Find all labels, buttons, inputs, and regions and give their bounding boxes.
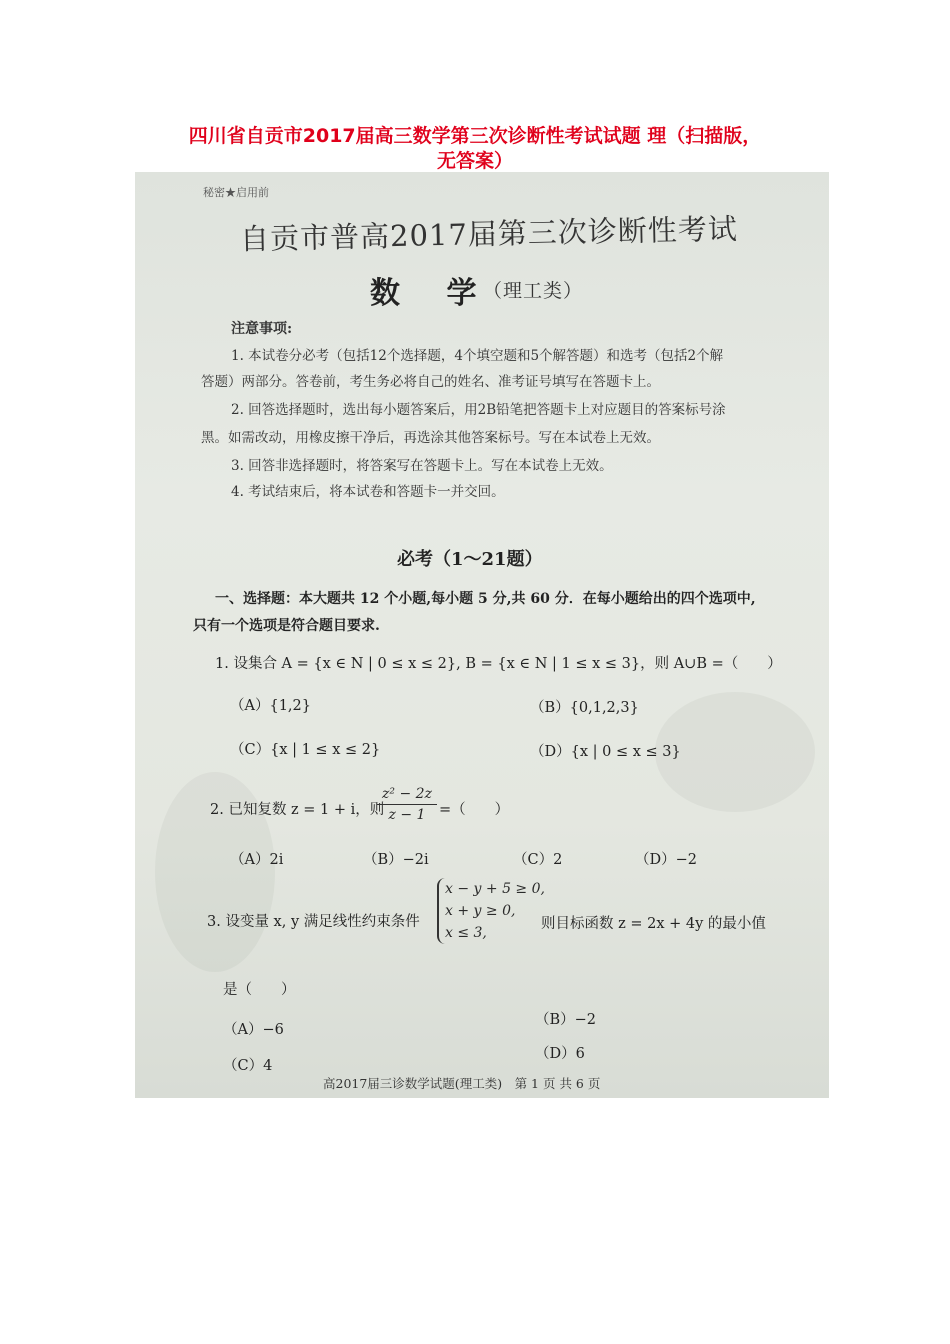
notice-line: 4. 考试结束后，将本试卷和答题卡一并交回。 (231, 484, 505, 500)
question-3-stem-continued: 是（ ） (223, 982, 296, 998)
question-3-option-c: （C）4 (223, 1058, 273, 1074)
fraction-numerator: z² − 2z (382, 786, 432, 802)
question-2-option-a: （A）2i (230, 852, 284, 868)
notice-line: 黑。如需改动，用橡皮擦干净后，再选涂其他答案标号。写在本试卷上无效。 (201, 430, 660, 446)
question-2-fraction (377, 786, 437, 823)
exam-title: 自贡市普高2017届第三次诊断性考试 (239, 211, 739, 257)
question-3-stem: 3. 设变量 x, y 满足线性约束条件 (207, 914, 420, 930)
section-heading: 必考（1～21题） (397, 549, 543, 570)
question-2-option-d: （D）−2 (635, 852, 698, 868)
question-2-option-c: （C）2 (513, 852, 563, 868)
question-1-option-d: （D）{x | 0 ≤ x ≤ 3} (530, 744, 681, 760)
question-1-option-b: （B）{0,1,2,3} (530, 700, 639, 716)
subject-category: （理工类） (483, 280, 584, 302)
question-1-option-c: （C）{x | 1 ≤ x ≤ 2} (230, 742, 381, 758)
constraint-1: x − y + 5 ≥ 0, (445, 881, 545, 897)
subject-title: 数 学 (370, 276, 495, 311)
notice-line: 2. 回答选择题时，选出每小题答案后，用2B铅笔把答题卡上对应题目的答案标号涂 (231, 402, 726, 418)
scanned-exam-page (135, 172, 829, 1098)
part-instructions: 一、选择题：本大题共 12 个小题,每小题 5 分,共 60 分．在每小题给出的四个选项中, (215, 591, 756, 607)
notice-line: 3. 回答非选择题时，将答案写在答题卡上。写在本试卷上无效。 (231, 458, 613, 474)
part-instructions: 只有一个选项是符合题目要求. (193, 618, 380, 634)
constraint-system (437, 878, 545, 944)
confidential-label: 秘密★启用前 (203, 186, 269, 199)
question-2-option-b: （B）−2i (363, 852, 429, 868)
question-3-option-b: （B）−2 (535, 1012, 597, 1028)
constraint-2: x + y ≥ 0, (445, 903, 516, 919)
page-footer: 高2017届三诊数学试题(理工类) 第 1 页 共 6 页 (323, 1076, 601, 1091)
fraction-bar (377, 804, 437, 805)
question-3-objective: 则目标函数 z = 2x + 4y 的最小值 (541, 916, 766, 932)
question-1-stem: 1. 设集合 A = {x ∈ N | 0 ≤ x ≤ 2}, B = {x ∈ N | 1 ≤ x ≤ 3}，则 A∪B =（ ） (215, 656, 782, 672)
question-2-stem: 2. 已知复数 z = 1 + i，则 (210, 802, 385, 818)
constraint-3: x ≤ 3, (445, 925, 487, 941)
question-1-option-a: （A）{1,2} (230, 698, 311, 714)
notice-line: 答题）两部分。答卷前，考生务必将自己的姓名、准考证号填写在答题卡上。 (201, 374, 660, 390)
question-3-option-a: （A）−6 (223, 1022, 284, 1038)
question-2-answer-blank: =（ ） (439, 802, 510, 818)
notice-heading: 注意事项: (231, 321, 293, 337)
document-title (60, 124, 890, 174)
fraction-denominator: z − 1 (388, 807, 426, 823)
question-3-option-d: （D）6 (535, 1046, 585, 1062)
notice-line: 1. 本试卷分必考（包括12个选择题，4个填空题和5个解答题）和选考（包括2个解 (231, 348, 724, 364)
document-title-line2: 无答案） (436, 150, 513, 172)
document-title-line1: 四川省自贡市2017届高三数学第三次诊断性考试试题 理（扫描版， (188, 125, 762, 147)
